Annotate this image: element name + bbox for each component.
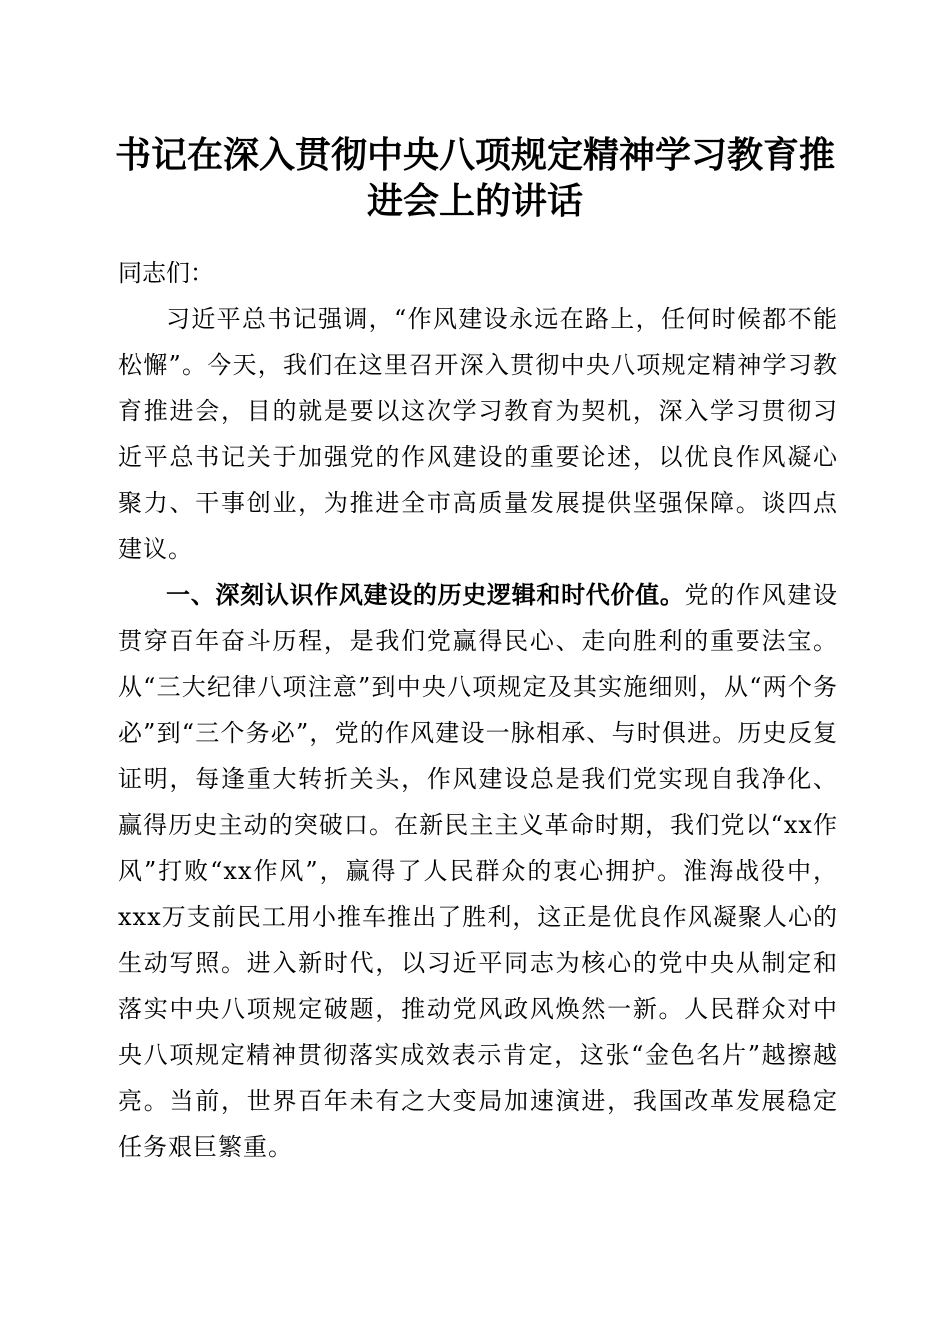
section-one-text: 党的作风建设贯穿百年奋斗历程，是我们党赢得民心、走向胜利的重要法宝。从“三大纪律八项注意”到中央八项规定及其实施细则，从“两个务必”到“三个务必”，党的作风建设一脉相承、与时俱进。历史反复证明，每逢重大转折关头，作风建设总是我们党实现自我净化、赢得历史主动的突破口。在新民主主义革命时期，我们党以“xx作风”打败“xx作风”，赢得了人民群众的衷心拥护。淮海战役中，xxx万支前民工用小推车推出了胜利，这正是优良作风凝聚人心的生动写照。进入新时代，以习近平同志为核心的党中央从制定和落实中央八项规定破题，推动党风政风焕然一新。人民群众对中央八项规定精神贯彻落实成效表示肯定，这张“金色名片”越擦越亮。当前，世界百年未有之大变局加速演进，我国改革发展稳定任务艰巨繁重。 [118, 581, 839, 1161]
paragraph-intro-text: 习近平总书记强调，“作风建设永远在路上，任何时候都不能松懈”。今天，我们在这里召开深入贯彻中央八项规定精神学习教育推进会，目的就是要以这次学习教育为契机，深入学习贯彻习近平总书记关于加强党的作风建设的重要论述，以优良作风凝心聚力、干事创业，为推进全市高质量发展提供坚强保障。谈四点建议。 [118, 305, 838, 563]
section-one-heading: 一、深刻认识作风建设的历史逻辑和时代价值。 [166, 581, 685, 609]
document-body [118, 250, 838, 1170]
paragraph-intro [118, 296, 838, 572]
salutation: 同志们： [118, 259, 214, 287]
paragraph-section-one [118, 572, 838, 1170]
document-title: 书记在深入贯彻中央八项规定精神学习教育推进会上的讲话 [114, 134, 835, 222]
